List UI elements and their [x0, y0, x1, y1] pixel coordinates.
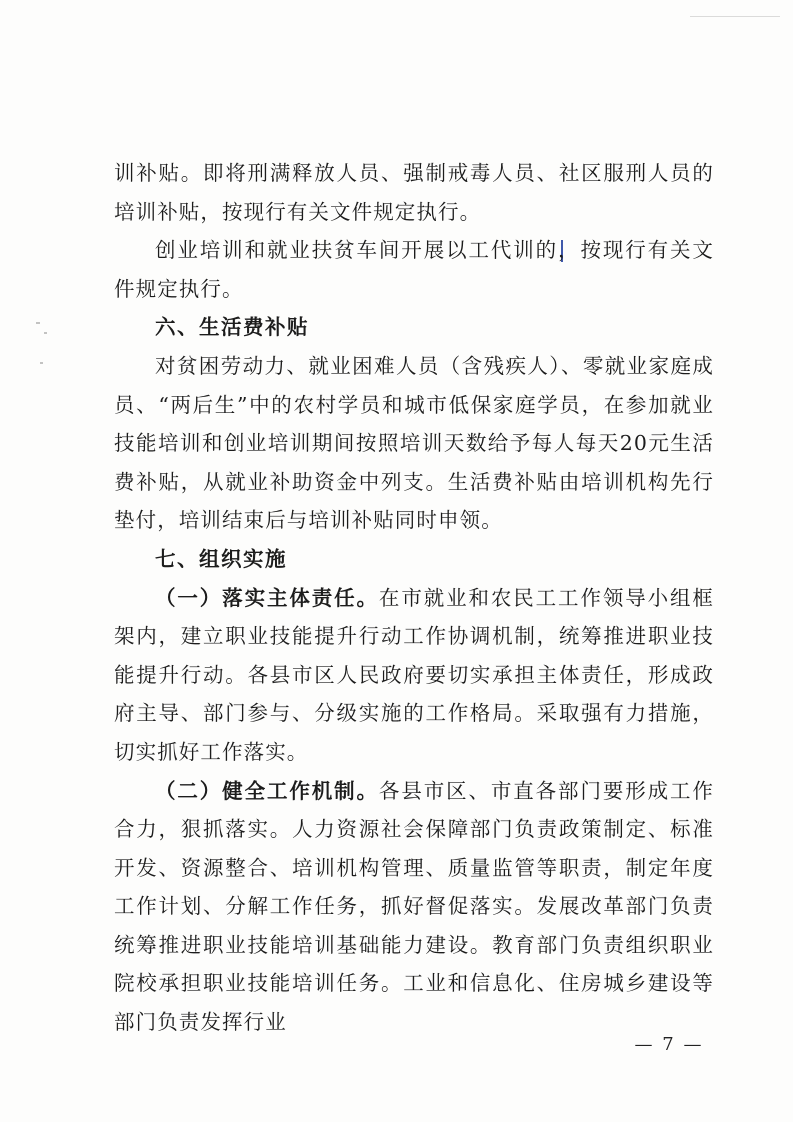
paragraph-lead: （一）落实主体责任。 [155, 585, 379, 610]
paragraph-text: 在市就业和农民工工作领导小组框架内，建立职业技能提升行动工作协调机制，统筹推进职业技能提升行动。各县市区人民政府要切实承担主体责任，形成政府主导、部门参与、分级实施的工作格局。采取强有力措施，切实抓好工作落实。 [114, 585, 715, 764]
paragraph-entrepreneurship-training [114, 231, 714, 308]
paragraph-text: 训补贴。即将刑满释放人员、强制戒毒人员、社区服刑人员的培训补贴，按现行有关文件规定执行。 [114, 161, 714, 224]
paragraph-training-subsidy-continued [114, 154, 714, 231]
paragraph-text: 各县市区、市直各部门要形成工作合力，狠抓落实。人力资源社会保障部门负责政策制定、标准开发、资源整合、培训机构管理、质量监管等职责，制定年度工作计划、分解工作任务，抓好督促落实。发展改革部门负责统筹推进职业技能培训基础能力建设。教育部门负责组织职业院校承担职业技能培训任务。工业和信息化、住房城乡建设等部门负责发挥行业 [114, 778, 715, 1035]
scan-speck [690, 16, 780, 17]
heading-text: 七、组织实施 [155, 546, 287, 571]
scan-speck [40, 362, 43, 364]
document-body [114, 154, 714, 1042]
paragraph-lead: （二）健全工作机制。 [155, 778, 379, 803]
paragraph-work-mechanism [114, 772, 714, 1042]
paragraph-text: 创业培训和就业扶贫车间开展以工代训的，按现行有关文件规定执行。 [114, 238, 714, 301]
scan-speck [36, 322, 40, 324]
paragraph-living-allowance [114, 347, 714, 540]
heading-text: 六、生活费补贴 [155, 315, 309, 340]
scan-speck [44, 332, 47, 334]
page-number: — 7 — [634, 1034, 704, 1055]
paragraph-main-responsibility [114, 579, 714, 772]
section-heading-living-allowance [114, 308, 714, 347]
paragraph-text: 对贫困劳动力、就业困难人员（含残疾人）、零就业家庭成员、“两后生”中的农村学员和城市低保家庭学员，在参加就业技能培训和创业培训期间按照培训天数给予每人每天20元生活费补贴，从就业补助资金中列支。生活费补贴由培训机构先行垫付，培训结束后与培训补贴同时申领。 [114, 353, 714, 533]
section-heading-implementation [114, 540, 714, 579]
